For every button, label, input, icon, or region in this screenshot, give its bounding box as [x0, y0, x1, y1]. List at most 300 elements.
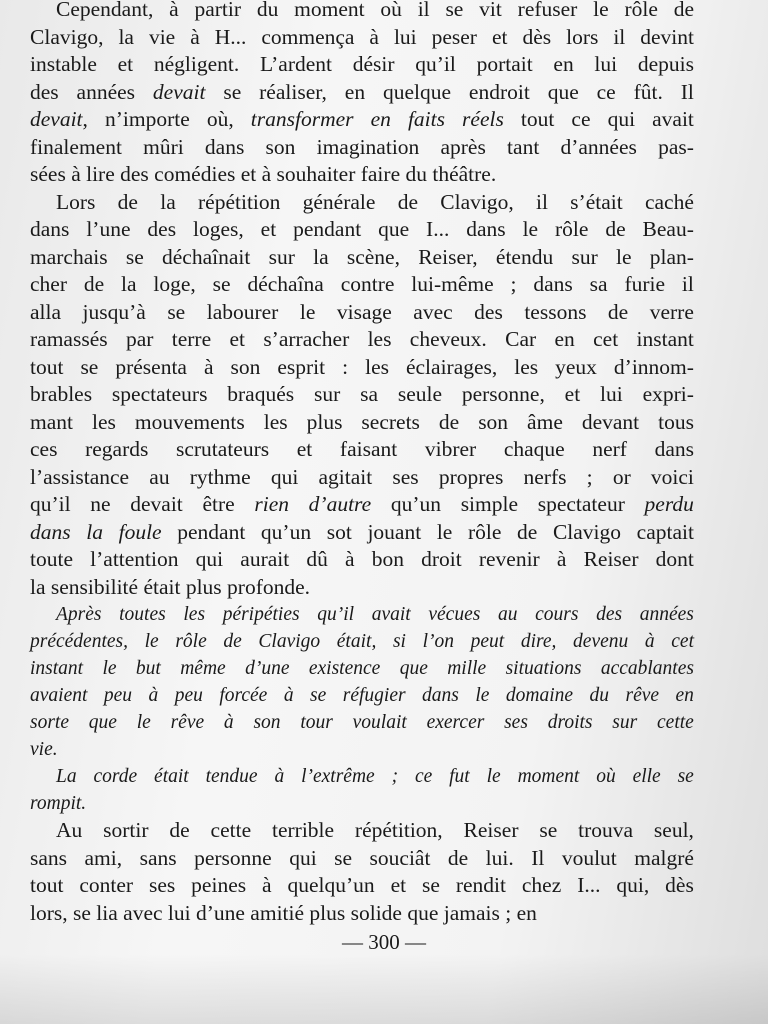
word: se: [310, 685, 327, 706]
word: elle: [632, 766, 661, 787]
word: où: [596, 766, 616, 787]
word: le: [136, 712, 151, 733]
text-line: [30, 409, 694, 437]
word: de: [607, 299, 629, 324]
word: voulut: [561, 845, 617, 870]
text-line: [30, 763, 694, 790]
word: endroit: [468, 79, 530, 104]
word: foule: [118, 519, 162, 544]
word: de: [169, 818, 190, 842]
word: or: [612, 464, 631, 489]
word: Lors: [56, 189, 96, 214]
word: ses: [504, 712, 528, 733]
word: devenu: [573, 631, 629, 652]
word: caché: [644, 189, 694, 214]
word: se: [223, 79, 242, 104]
word: il: [417, 0, 430, 21]
word: âme: [527, 409, 563, 434]
text-line: [30, 682, 694, 709]
word: cher: [30, 272, 67, 296]
word: sur: [571, 244, 598, 269]
word: dû: [306, 547, 328, 571]
text-line: [30, 519, 694, 547]
word: tout: [30, 354, 64, 379]
word: marchais: [30, 244, 108, 269]
word: Au: [56, 818, 83, 842]
word: réfugier: [342, 685, 406, 706]
paragraph: [30, 0, 694, 189]
word: scène,: [346, 244, 400, 269]
word: cette: [657, 712, 694, 733]
word: à: [274, 766, 285, 787]
word: tout: [520, 107, 555, 131]
word: à: [644, 631, 655, 652]
word: et: [117, 52, 134, 76]
word: l’extrême: [301, 766, 375, 787]
word: mille: [447, 658, 487, 679]
word: négligent.: [153, 52, 240, 76]
word: à: [556, 547, 567, 571]
word: étendu: [495, 244, 554, 269]
text-run: la sensibilité était plus profonde.: [30, 574, 311, 599]
text-line: [30, 736, 694, 763]
word: pendant: [293, 217, 362, 241]
word: existence: [308, 658, 381, 679]
word: le: [475, 685, 490, 706]
paragraph: [30, 601, 694, 763]
word: dans: [30, 519, 71, 544]
word: propres: [438, 464, 504, 489]
text-line: [30, 216, 694, 244]
word: du: [589, 685, 610, 706]
word: de: [605, 217, 626, 241]
word: rêve: [170, 712, 205, 733]
word: et: [390, 873, 407, 897]
word: simple: [460, 492, 519, 516]
text-run: lors, se lia avec lui d’une amitié plus solide que jamais ; en: [30, 900, 537, 925]
word: le: [144, 631, 159, 652]
word: quelque: [382, 79, 452, 104]
word: mant: [30, 409, 73, 434]
word: le: [102, 658, 117, 679]
text-line: [30, 574, 694, 602]
word: vie: [148, 24, 176, 49]
word: tant: [507, 134, 540, 159]
word: dans: [422, 685, 459, 706]
text-line: [30, 436, 694, 464]
text-line: [30, 381, 694, 409]
text-line: [30, 0, 694, 24]
word: de: [673, 0, 694, 21]
word: vibrer: [424, 437, 477, 461]
word: cet: [671, 631, 694, 652]
word: dans: [654, 437, 694, 461]
word: devant: [581, 409, 640, 434]
word: déchaîna: [247, 272, 324, 296]
word: toutes: [119, 604, 166, 625]
word: était: [154, 766, 189, 787]
word: personne: [194, 845, 272, 870]
word: peines: [191, 873, 247, 897]
word: de: [83, 272, 105, 296]
word: sa: [360, 382, 378, 406]
word: sur: [268, 244, 295, 269]
page-number: — 300 —: [342, 930, 426, 954]
word: lui: [594, 52, 618, 76]
word: rôle: [175, 631, 207, 652]
word: le: [593, 0, 609, 21]
word: se: [212, 272, 231, 296]
word: générale: [302, 189, 376, 214]
text-line: [30, 900, 694, 928]
word: dire,: [520, 631, 557, 652]
word: sans: [30, 845, 68, 870]
word: expri-: [642, 382, 694, 406]
word: de: [517, 519, 538, 544]
word: le: [436, 519, 453, 544]
word: son: [230, 354, 261, 379]
word: dès: [522, 24, 552, 49]
word: se: [167, 299, 186, 324]
word: fût.: [633, 79, 663, 104]
text-line: [30, 817, 694, 845]
word: peser: [431, 24, 477, 49]
word: La: [56, 766, 77, 787]
word: que: [88, 712, 117, 733]
text-line: [30, 161, 694, 189]
word: instant: [636, 327, 694, 351]
word: était,: [336, 631, 377, 652]
word: se: [445, 0, 464, 21]
word: terre: [171, 327, 212, 351]
word: instant: [30, 658, 84, 679]
word: instable: [30, 52, 97, 76]
word: d’une: [245, 658, 290, 679]
word: :: [342, 354, 349, 379]
word: droit: [421, 547, 462, 571]
word: sur: [612, 712, 638, 733]
word: rêve: [625, 685, 660, 706]
word: tous: [658, 409, 694, 434]
word: s’arracher: [263, 327, 350, 351]
word: qu’il: [317, 604, 355, 625]
word: que: [378, 217, 410, 241]
word: d’années: [560, 134, 637, 159]
word: loges,: [193, 217, 244, 241]
word: Clavigo: [552, 519, 622, 544]
word: qui: [607, 107, 636, 131]
word: à: [223, 712, 234, 733]
word: en: [370, 107, 391, 131]
word: ;: [510, 272, 517, 296]
word: terrible: [271, 818, 335, 842]
word: secrets: [361, 409, 420, 434]
word: rôle: [624, 0, 658, 21]
word: exercer: [426, 712, 485, 733]
word: répétition: [198, 189, 281, 214]
word: à: [190, 24, 200, 49]
word: n’importe: [104, 107, 190, 131]
word: moment: [294, 0, 365, 21]
word: à: [283, 685, 294, 706]
word: contre: [340, 272, 395, 296]
word: forcée: [219, 685, 268, 706]
word: il: [613, 24, 626, 49]
word: à: [169, 0, 179, 21]
word: d’autre: [308, 492, 372, 516]
word: H...: [214, 24, 247, 49]
word: ;: [391, 766, 399, 787]
word: à: [262, 873, 272, 897]
word: Clavigo: [258, 631, 321, 652]
word: lui-même: [411, 272, 494, 296]
text-line: [30, 51, 694, 79]
word: sorte: [30, 712, 69, 733]
word: nerf: [592, 437, 627, 461]
word: en: [675, 685, 694, 706]
word: déchaînait: [162, 244, 251, 269]
word: dès: [665, 873, 694, 897]
word: dont: [655, 547, 694, 571]
word: éclairages,: [405, 354, 498, 379]
word: son: [253, 712, 281, 733]
word: qui,: [616, 873, 650, 897]
word: devait: [152, 79, 206, 104]
word: mouvements: [134, 409, 245, 434]
word: portait: [476, 52, 533, 76]
word: mûri: [143, 134, 184, 159]
word: des: [147, 217, 177, 241]
word: années: [76, 79, 136, 104]
word: rendit: [455, 873, 506, 897]
word: Il: [680, 79, 694, 104]
word: situations: [505, 658, 582, 679]
word: scrutateurs: [175, 437, 270, 461]
word: ces: [30, 437, 58, 461]
word: tour: [300, 712, 333, 733]
word: avaient: [30, 685, 88, 706]
word: esprit: [277, 354, 326, 379]
word: réaliser,: [259, 79, 327, 104]
word: Reiser,: [418, 244, 478, 269]
text-line: [30, 872, 694, 900]
word: se: [677, 766, 694, 787]
word: brables: [30, 382, 93, 406]
word: trouva: [578, 818, 634, 842]
word: au: [149, 464, 170, 489]
word: devait: [130, 492, 183, 516]
paragraph: [30, 817, 694, 927]
word: et: [229, 327, 245, 351]
word: la: [160, 189, 176, 214]
word: à: [345, 547, 355, 571]
word: lui: [393, 24, 417, 49]
word: ses: [392, 464, 419, 489]
word: ce: [596, 79, 616, 104]
word: I...: [577, 873, 601, 897]
word: tendue: [205, 766, 258, 787]
word: braqués: [227, 382, 295, 406]
word: cette: [210, 818, 252, 842]
word: alla: [30, 299, 62, 324]
word: plan-: [649, 244, 694, 269]
word: fut: [449, 766, 470, 787]
word: en: [553, 52, 574, 76]
word: les: [183, 604, 206, 625]
word: qu’il: [30, 492, 71, 516]
word: les: [514, 354, 539, 379]
word: présenta: [115, 354, 187, 379]
word: jouant: [367, 519, 422, 544]
word: spectateur: [537, 492, 625, 516]
word: à: [148, 685, 159, 706]
word: son: [265, 134, 296, 159]
word: après: [440, 134, 486, 159]
text-line: [30, 546, 694, 574]
word: dans: [204, 134, 245, 159]
word: pas-: [658, 134, 694, 159]
word: tout: [30, 873, 64, 897]
word: de: [223, 631, 242, 652]
word: rythme: [189, 464, 251, 489]
text-line: [30, 299, 694, 327]
word: ne: [90, 492, 111, 516]
word: de: [447, 845, 469, 870]
word: dans: [30, 217, 70, 241]
word: finalement: [30, 134, 122, 159]
word: Clavigo,: [440, 189, 514, 214]
word: aurait: [240, 547, 290, 571]
text-run: sées à lire des comédies et à souhaiter faire du théâtre.: [30, 162, 497, 186]
word: réels: [462, 107, 504, 131]
word: précédentes,: [30, 631, 128, 652]
word: partir: [194, 0, 242, 21]
word: faisant: [339, 437, 398, 461]
word: au: [497, 604, 518, 625]
word: lors: [566, 24, 599, 49]
page-shadow: [0, 954, 768, 1024]
word: à: [203, 354, 214, 379]
word: qu’un: [260, 519, 312, 544]
word: dans: [533, 272, 573, 296]
word: la: [86, 519, 103, 544]
word: tessons: [524, 299, 587, 324]
word: Reiser: [463, 818, 519, 842]
text-line: [30, 464, 694, 492]
word: domaine: [505, 685, 574, 706]
word: ami,: [84, 845, 123, 870]
word: visage: [336, 299, 392, 324]
word: l’on: [422, 631, 455, 652]
word: rien: [254, 492, 289, 516]
word: rôle: [555, 217, 589, 241]
word: vécues: [428, 604, 481, 625]
paragraph: [30, 189, 694, 602]
text-line: [30, 354, 694, 382]
word: seule: [397, 382, 443, 406]
word: en: [344, 79, 366, 104]
word: ce: [414, 766, 433, 787]
word: par: [125, 327, 154, 351]
word: avec: [413, 299, 453, 324]
text-line: [30, 24, 694, 52]
word: conter: [79, 873, 134, 897]
word: les: [263, 409, 288, 434]
word: chez: [521, 873, 562, 897]
word: des: [474, 299, 503, 324]
word: de: [438, 409, 460, 434]
word: du: [256, 0, 279, 21]
word: le: [615, 244, 632, 269]
word: même: [180, 658, 226, 679]
word: qu’il: [415, 52, 456, 76]
text-line: [30, 709, 694, 736]
word: ;: [586, 464, 593, 489]
word: le: [522, 217, 539, 241]
word: sa: [589, 272, 608, 296]
word: désir: [352, 52, 395, 76]
word: et: [491, 24, 508, 49]
word: ses: [148, 873, 176, 897]
word: rôle: [467, 519, 502, 544]
word: où,: [206, 107, 234, 131]
text-line: [30, 655, 694, 682]
word: s’était: [570, 189, 623, 214]
word: Après: [56, 604, 102, 625]
word: labourer: [206, 299, 279, 324]
word: cet: [593, 327, 619, 351]
word: lui: [600, 382, 623, 406]
word: Reiser: [583, 547, 639, 571]
word: spectateurs: [111, 382, 208, 406]
word: moment: [517, 766, 580, 787]
text-line: [30, 491, 694, 519]
word: qui: [195, 547, 224, 571]
word: des: [596, 604, 623, 625]
word: chaque: [503, 437, 565, 461]
word: faits: [407, 107, 445, 131]
word: commença: [261, 24, 355, 49]
word: accablantes: [600, 658, 694, 679]
word: personne,: [461, 382, 545, 406]
word: corde: [93, 766, 138, 787]
text-line: [30, 845, 694, 873]
word: où: [380, 0, 402, 21]
text-line: [30, 79, 694, 107]
word: devint: [640, 24, 694, 49]
word: péripéties: [222, 604, 300, 625]
word: captait: [636, 519, 694, 544]
word: imagination: [316, 134, 420, 159]
word: sur: [313, 382, 341, 406]
word: toute: [30, 547, 73, 571]
word: peut: [470, 631, 505, 652]
word: Car: [505, 327, 537, 351]
word: malgré: [634, 845, 694, 870]
word: d’innom-: [613, 354, 694, 379]
text-line: [30, 601, 694, 628]
word: plus: [306, 409, 343, 434]
word: la: [121, 272, 137, 296]
word: avait: [371, 604, 411, 625]
word: les: [91, 409, 116, 434]
word: Il: [531, 845, 545, 870]
word: droits: [547, 712, 593, 733]
word: les: [367, 327, 392, 351]
text-line: [30, 189, 694, 217]
word: de: [397, 189, 418, 214]
word: loge,: [153, 272, 196, 296]
